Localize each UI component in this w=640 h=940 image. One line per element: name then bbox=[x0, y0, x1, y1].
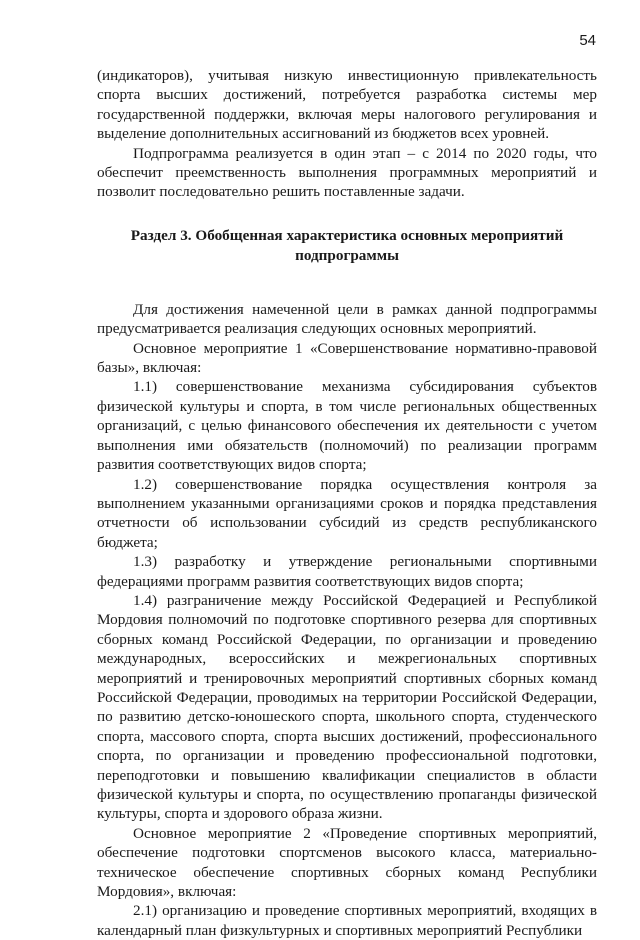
paragraph-measure-2: Основное мероприятие 2 «Проведение спортивных мероприятий, обеспечение подготовки спортсменов высокого класса, материально-техническое обеспечение спортивных сборных команд Республики Мордовия», включая: bbox=[97, 824, 597, 901]
section-heading: Раздел 3. Обобщенная характеристика основных мероприятий подпрограммы bbox=[130, 226, 564, 264]
list-item-2-1: 2.1) организацию и проведение спортивных мероприятий, входящих в календарный план физкультурных и спортивных мероприятий Республики bbox=[97, 902, 597, 939]
document-body bbox=[97, 66, 597, 940]
paragraph-measure-1: Основное мероприятие 1 «Совершенствование нормативно-правовой базы», включая: bbox=[97, 339, 597, 377]
list-item-1-2: 1.2) совершенствование порядка осуществления контроля за выполнением указанными организациями сроков и порядка представления отчетности об использовании субсидий из средств республиканского бюджета; bbox=[97, 475, 597, 551]
paragraph-implementation-stage: Подпрограмма реализуется в один этап – с 2014 по 2020 годы, что обеспечит преемственность выполнения программных мероприятий и позволит последовательно решить поставленные задачи. bbox=[97, 144, 597, 201]
page-number: 54 bbox=[579, 32, 596, 49]
paragraph-continuation: (индикаторов), учитывая низкую инвестиционную привлекательность спорта высших достижений, потребуется разработка системы мер государственной поддержки, включая меры налогового регулирования и выделение дополнительных ассигнований из бюджетов всех уровней. bbox=[97, 67, 597, 143]
list-item-1-3: 1.3) разработку и утверждение региональными спортивными федерациями программ развития соответствующих видов спорта; bbox=[97, 553, 597, 590]
paragraph-intro: Для достижения намеченной цели в рамках данной подпрограммы предусматривается реализация следующих основных мероприятий. bbox=[97, 300, 597, 338]
list-item-1-1: 1.1) совершенствование механизма субсидирования субъектов физической культуры и спорта, в том числе региональных общественных организаций, с целью финансового обеспечения их деятельности с учетом выполнения ими обязательств (полномочий) по реализации программ развития соответствующих видов спорта; bbox=[97, 378, 597, 474]
list-item-1-4: 1.4) разграничение между Российской Федерацией и Республикой Мордовия полномочий по подготовке спортивного резерва для спортивных сборных команд Российской Федерации, по организации и проведению международных, всероссийских и межрегиональных спортивных мероприятий и тренировочных мероприятий спортивных сборных команд Российской Федерации, проводимых на территории Российской Федерации, по развитию детско-юношеского спорта, школьного спорта, студенческого спорта, массового спорта, спорта высших достижений, профессионального спорта, по организации и проведению профессиональной подготовки, переподготовки и повышению квалификации специалистов в области физической культуры и спорта, по осуществлению пропаганды физической культуры, спорта и здорового образа жизни. bbox=[97, 591, 597, 823]
